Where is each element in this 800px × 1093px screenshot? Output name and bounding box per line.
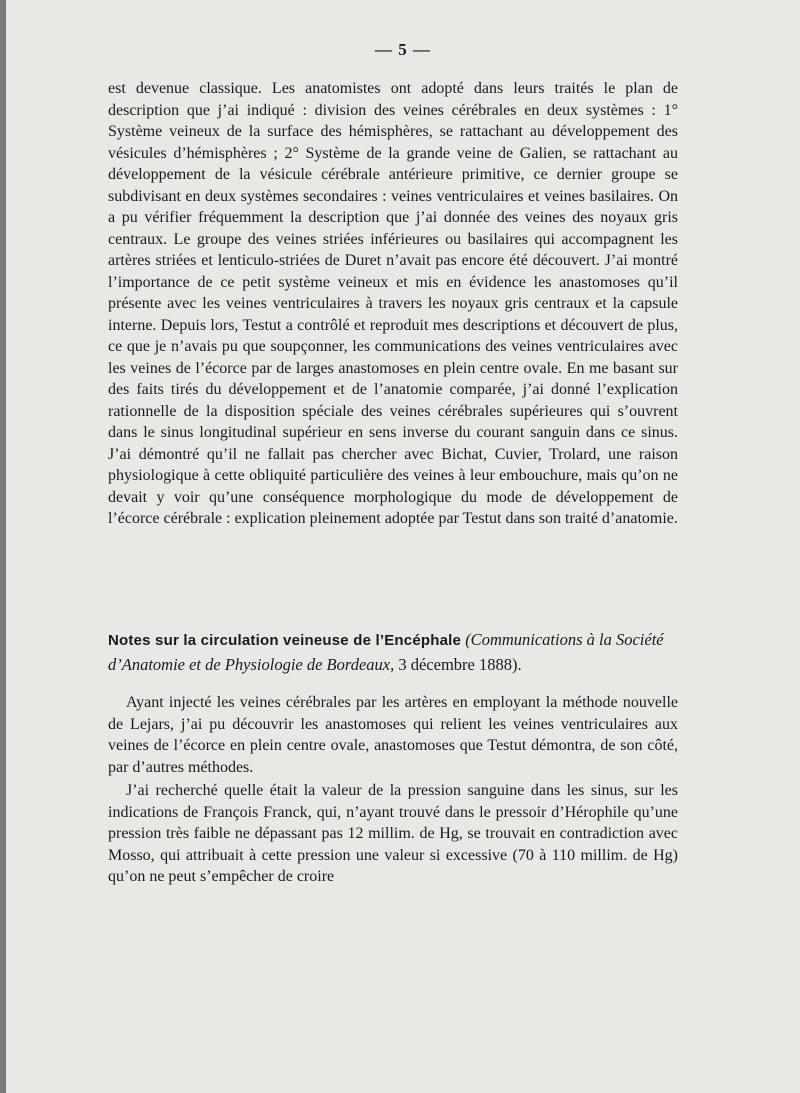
section2-paragraph2-block [108,780,678,888]
document-page [6,0,800,1093]
heading-source: (Communications à la Société d’Anatomie et de Physiologie de Bordeaux, [108,630,664,674]
body-paragraph: Ayant injecté les veines cérébrales par les artères en employant la méthode nouvelle de Lejars, j’ai pu découvrir les anastomoses qui relient les veines ventriculaires aux veines de l’écorce en plein centre ovale, anastomoses que Testut démontra, de son côté, par d’autres méthodes. [108,694,678,776]
heading-date: 3 décembre 1888). [398,655,522,674]
body-paragraph: J’ai recherché quelle était la valeur de la pression sanguine dans les sinus, sur les indications de François Franck, qui, n’ayant trouvé dans le pressoir d’Hérophile qu’une pression très faible ne dépassant pas 12 millim. de Hg, se trouvait en contradiction avec Mosso, qui attribuait à cette pression une valeur si excessive (70 à 110 millim. de Hg) qu’on ne peut s’empêcher de croire [108,782,678,885]
section-heading [108,628,678,677]
section2-paragraph1-block [108,692,678,778]
body-paragraph: est devenue classique. Les anatomistes ont adopté dans leurs traités le plan de description que j’ai indiqué : division des veines cérébrales en deux systèmes : 1° Système veineux de la surface des hémisphères, se rattachant au développement des vésicules d’hémisphères ; 2° Système de la grande veine de Galien, se rattachant au développement de la vésicule cérébrale antérieure primitive, ce dernier groupe se subdivisant en deux systèmes secondaires : veines ventriculaires et veines basilaires. On a pu vérifier fréquemment la description que j’ai donnée des veines des noyaux gris centraux. Le groupe des veines striées inférieures ou basilaires qui accompagnent les artères striées et lenticulo-striées de Duret n’avait pas encore été découvert. J’ai montré l’importance de ce petit système veineux et mis en évidence les anastomoses qu’il présente avec les veines ventriculaires à travers les noyaux gris centraux et la capsule interne. Depuis lors, Testut a contrôlé et reproduit mes descriptions et découvert de plus, ce que je n’avais pu que soupçonner, les communications des veines ventriculaires avec les veines de l’écorce par de larges anastomoses en plein centre ovale. En me basant sur des faits tirés du développement et de l’anatomie comparée, j’ai donné l’explication rationnelle de la disposition spéciale des veines cérébrales supérieures qui s’ouvrent dans le sinus longitudinal supérieur en sens inverse du courant sanguin dans ce sinus. J’ai démontré qu’il ne fallait pas chercher avec Bichat, Cuvier, Trolard, une raison physiologique à cette obliquité particulière des veines à leur embouchure, mais qu’on ne devait y voir qu’une conséquence morphologique du mode de développement de l’écorce cérébrale : explication pleinement adoptée par Testut dans son traité d’anatomie. [108,80,678,527]
page-number: — 5 — [375,40,431,59]
heading-title: Notes sur la circulation veineuse de l’Encéphale [108,632,462,649]
section1-block [108,78,678,530]
